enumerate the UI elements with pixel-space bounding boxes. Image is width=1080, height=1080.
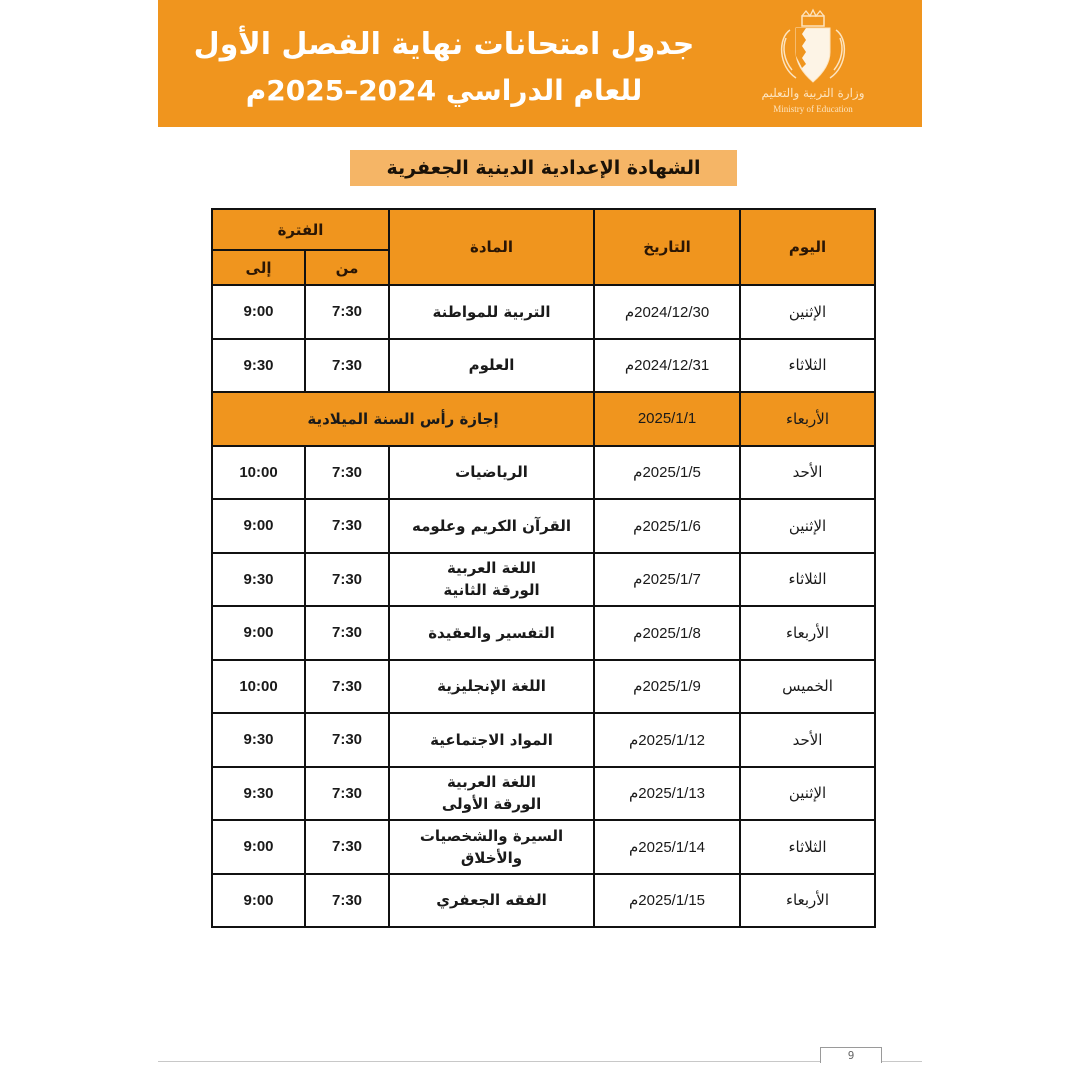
ministry-name-ar: وزارة التربية والتعليم [761,86,865,100]
cell-day: الأحد [740,713,875,767]
cell-from: 7:30 [305,713,389,767]
cell-date: 2024/12/30م [594,285,740,339]
holiday-row [212,392,875,446]
cell-to: 9:00 [212,820,305,874]
header-from: من [305,250,389,285]
title-line-1: جدول امتحانات نهاية الفصل الأول [193,27,695,62]
subject-line-1: السيرة والشخصيات [419,826,564,845]
cell-date: 2025/1/8م [594,606,740,660]
table-row [212,553,875,607]
cell-from: 7:30 [305,553,389,607]
cell-subject: التفسير والعقيدة [389,606,594,660]
subject-line-2: الورقة الأولى [441,795,542,814]
cell-subject [389,820,594,874]
cell-date: 2025/1/5م [594,446,740,500]
cell-day: الثلاثاء [740,553,875,607]
header-period: الفترة [212,209,389,250]
table-row [212,874,875,928]
cell-date: 2024/12/31م [594,339,740,393]
subject-line-2: الورقة الثانية [443,581,540,600]
cell-from: 7:30 [305,339,389,393]
table-row [212,660,875,714]
exam-schedule-table [211,208,876,928]
cell-subject: العلوم [389,339,594,393]
cell-to: 10:00 [212,446,305,500]
cell-from: 7:30 [305,874,389,928]
cell-to: 9:30 [212,767,305,821]
cell-day: الإثنين [740,285,875,339]
cell-subject: القرآن الكريم وعلومه [389,499,594,553]
ministry-name-en: Ministry of Education [773,104,853,114]
cell-day: الإثنين [740,499,875,553]
subject-line-2: والأخلاق [460,848,523,867]
table-row [212,339,875,393]
table-row [212,499,875,553]
cell-to: 9:30 [212,713,305,767]
header-subject: المادة [389,209,594,285]
cell-from: 7:30 [305,660,389,714]
cell-day: الإثنين [740,767,875,821]
ministry-logo [748,8,878,120]
cell-date: 2025/1/9م [594,660,740,714]
cell-from: 7:30 [305,446,389,500]
cell-date: 2025/1/7م [594,553,740,607]
cell-from: 7:30 [305,285,389,339]
cell-day: الثلاثاء [740,820,875,874]
cell-day: الخميس [740,660,875,714]
cell-to: 9:00 [212,285,305,339]
cell-from: 7:30 [305,767,389,821]
cell-to: 9:00 [212,606,305,660]
page-title [184,22,704,114]
table-row [212,820,875,874]
cell-date: 2025/1/14م [594,820,740,874]
cell-from: 7:30 [305,820,389,874]
table-row [212,285,875,339]
cell-subject: الرياضيات [389,446,594,500]
cell-day: الأحد [740,446,875,500]
cell-to: 9:00 [212,874,305,928]
table-row [212,606,875,660]
table-row [212,713,875,767]
cell-day: الأربعاء [740,874,875,928]
cell-date: 2025/1/6م [594,499,740,553]
page-number: 9 [820,1047,882,1063]
cell-holiday-label: إجازة رأس السنة الميلادية [212,392,594,446]
cell-date: 2025/1/13م [594,767,740,821]
header-date: التاريخ [594,209,740,285]
cell-day: الأربعاء [740,606,875,660]
title-line-2: للعام الدراسي 2024–2025م [245,74,643,107]
cell-from: 7:30 [305,499,389,553]
subject-line-1: اللغة العربية [446,773,537,792]
table-row [212,446,875,500]
cell-date: 2025/1/1 [594,392,740,446]
header-banner [158,0,922,127]
cell-date: 2025/1/15م [594,874,740,928]
cell-day: الأربعاء [740,392,875,446]
cell-subject: الفقه الجعفري [389,874,594,928]
cell-date: 2025/1/12م [594,713,740,767]
cell-to: 10:00 [212,660,305,714]
subject-line-1: اللغة العربية [446,559,537,578]
header-to: إلى [212,250,305,285]
table-row [212,767,875,821]
footer-divider [158,1061,922,1062]
cell-subject: التربية للمواطنة [389,285,594,339]
cell-to: 9:30 [212,553,305,607]
cell-subject [389,553,594,607]
cell-from: 7:30 [305,606,389,660]
cell-subject: اللغة الإنجليزية [389,660,594,714]
cell-subject [389,767,594,821]
header-day: اليوم [740,209,875,285]
bahrain-emblem-icon [748,8,878,88]
cell-to: 9:30 [212,339,305,393]
certificate-subtitle: الشهادة الإعدادية الدينية الجعفرية [350,150,737,186]
cell-to: 9:00 [212,499,305,553]
table-header-row [212,209,875,250]
cell-day: الثلاثاء [740,339,875,393]
cell-subject: المواد الاجتماعية [389,713,594,767]
